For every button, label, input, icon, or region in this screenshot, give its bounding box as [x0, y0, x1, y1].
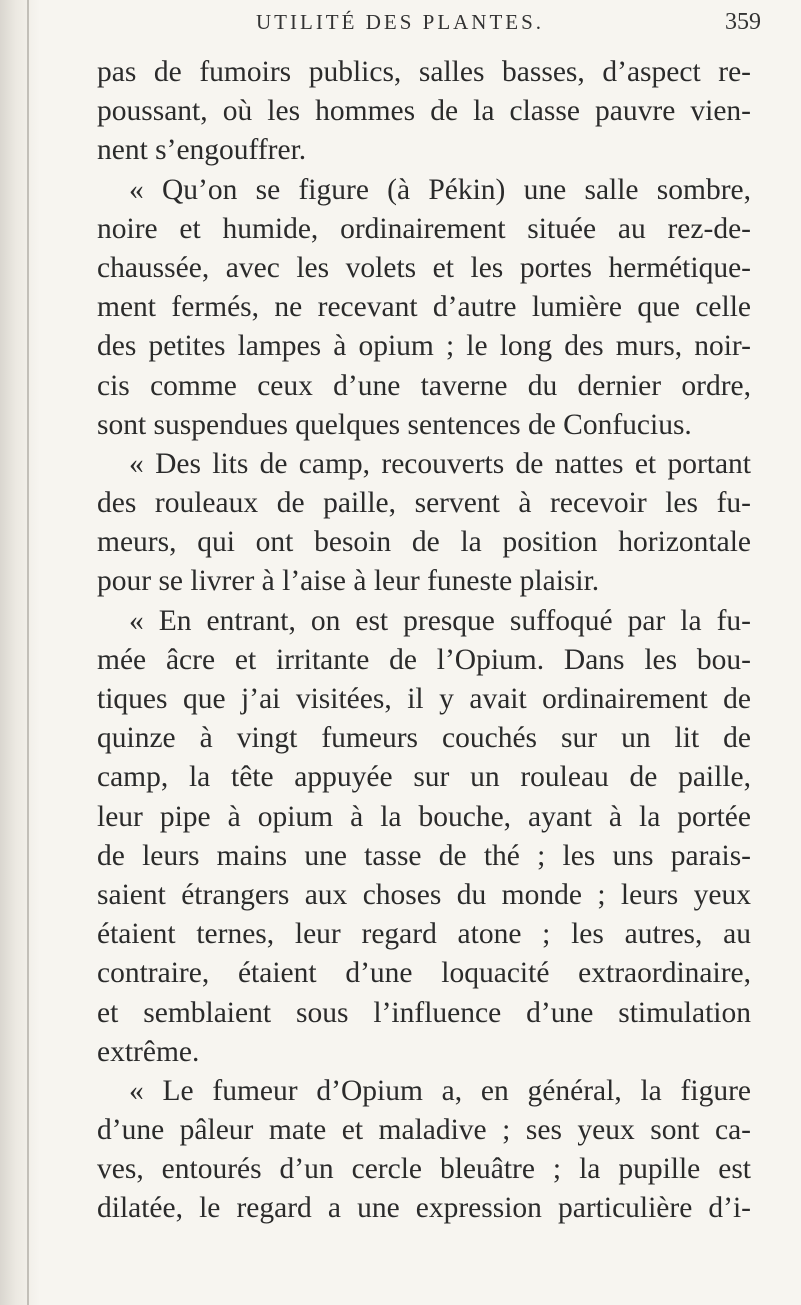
text-line: « En entrant, on est presque suffoqué par la fu- — [129, 604, 751, 637]
body-text — [97, 53, 751, 1229]
text-line: pas de fumoirs publics, salles basses, d’aspect re- — [97, 56, 751, 88]
text-line: pour se livrer à l’aise à leur funeste plaisir. — [97, 565, 600, 598]
text-line: des petites lampes à opium ; le long des murs, noir- — [97, 330, 751, 363]
text-line: dilatée, le regard a une expression particulière d’i- — [97, 1192, 751, 1225]
text-line: tiques que j’ai visitées, il y avait ordinairement de — [97, 683, 751, 715]
text-line: extrême. — [97, 1035, 200, 1068]
text-line: nent s’engouffrer. — [97, 134, 307, 167]
page-number: 359 — [725, 9, 761, 35]
text-line: saient étrangers aux choses du monde ; leurs yeux — [97, 878, 751, 911]
text-line: poussant, où les hommes de la classe pauvre vien- — [97, 95, 751, 128]
text-line: d’une pâleur mate et maladive ; ses yeux sont ca- — [97, 1114, 751, 1147]
text-line: contraire, étaient d’une loquacité extraordinaire, — [97, 957, 751, 990]
text-line: « Qu’on se figure (à Pékin) une salle sombre, — [129, 173, 751, 206]
text-line: sont suspendues quelques sentences de Confucius. — [97, 408, 692, 441]
text-line: noire et humide, ordinairement située au rez-de- — [97, 212, 751, 245]
text-line: de leurs mains une tasse de thé ; les uns parais- — [97, 839, 751, 872]
text-line: ment fermés, ne recevant d’autre lumière que celle — [97, 291, 751, 324]
text-line: camp, la tête appuyée sur un rouleau de paille, — [97, 761, 751, 794]
text-line: des rouleaux de paille, servent à recevoir les fu- — [97, 487, 751, 520]
text-line: meurs, qui ont besoin de la position horizontale — [97, 526, 751, 559]
page-gutter-line — [27, 0, 29, 1305]
text-line: leur pipe à opium à la bouche, ayant à la portée — [97, 800, 751, 833]
text-line: mée âcre et irritante de l’Opium. Dans les bou- — [97, 643, 751, 676]
text-line: étaient ternes, leur regard atone ; les autres, au — [97, 918, 751, 951]
running-title: UTILITÉ DES PLANTES. — [256, 10, 545, 34]
text-line: « Des lits de camp, recouverts de nattes et portant — [129, 447, 751, 480]
text-line: quinze à vingt fumeurs couchés sur un lit de — [97, 722, 751, 755]
book-spine-shadow — [0, 0, 40, 1305]
text-line: cis comme ceux d’une taverne du dernier ordre, — [97, 369, 751, 402]
text-line: et semblaient sous l’influence d’une stimulation — [97, 996, 751, 1029]
text-line: « Le fumeur d’Opium a, en général, la figure — [129, 1074, 751, 1107]
text-line: chaussée, avec les volets et les portes hermétique- — [97, 251, 751, 284]
text-line: ves, entourés d’un cercle bleuâtre ; la pupille est — [97, 1153, 751, 1186]
page-header — [0, 8, 801, 42]
